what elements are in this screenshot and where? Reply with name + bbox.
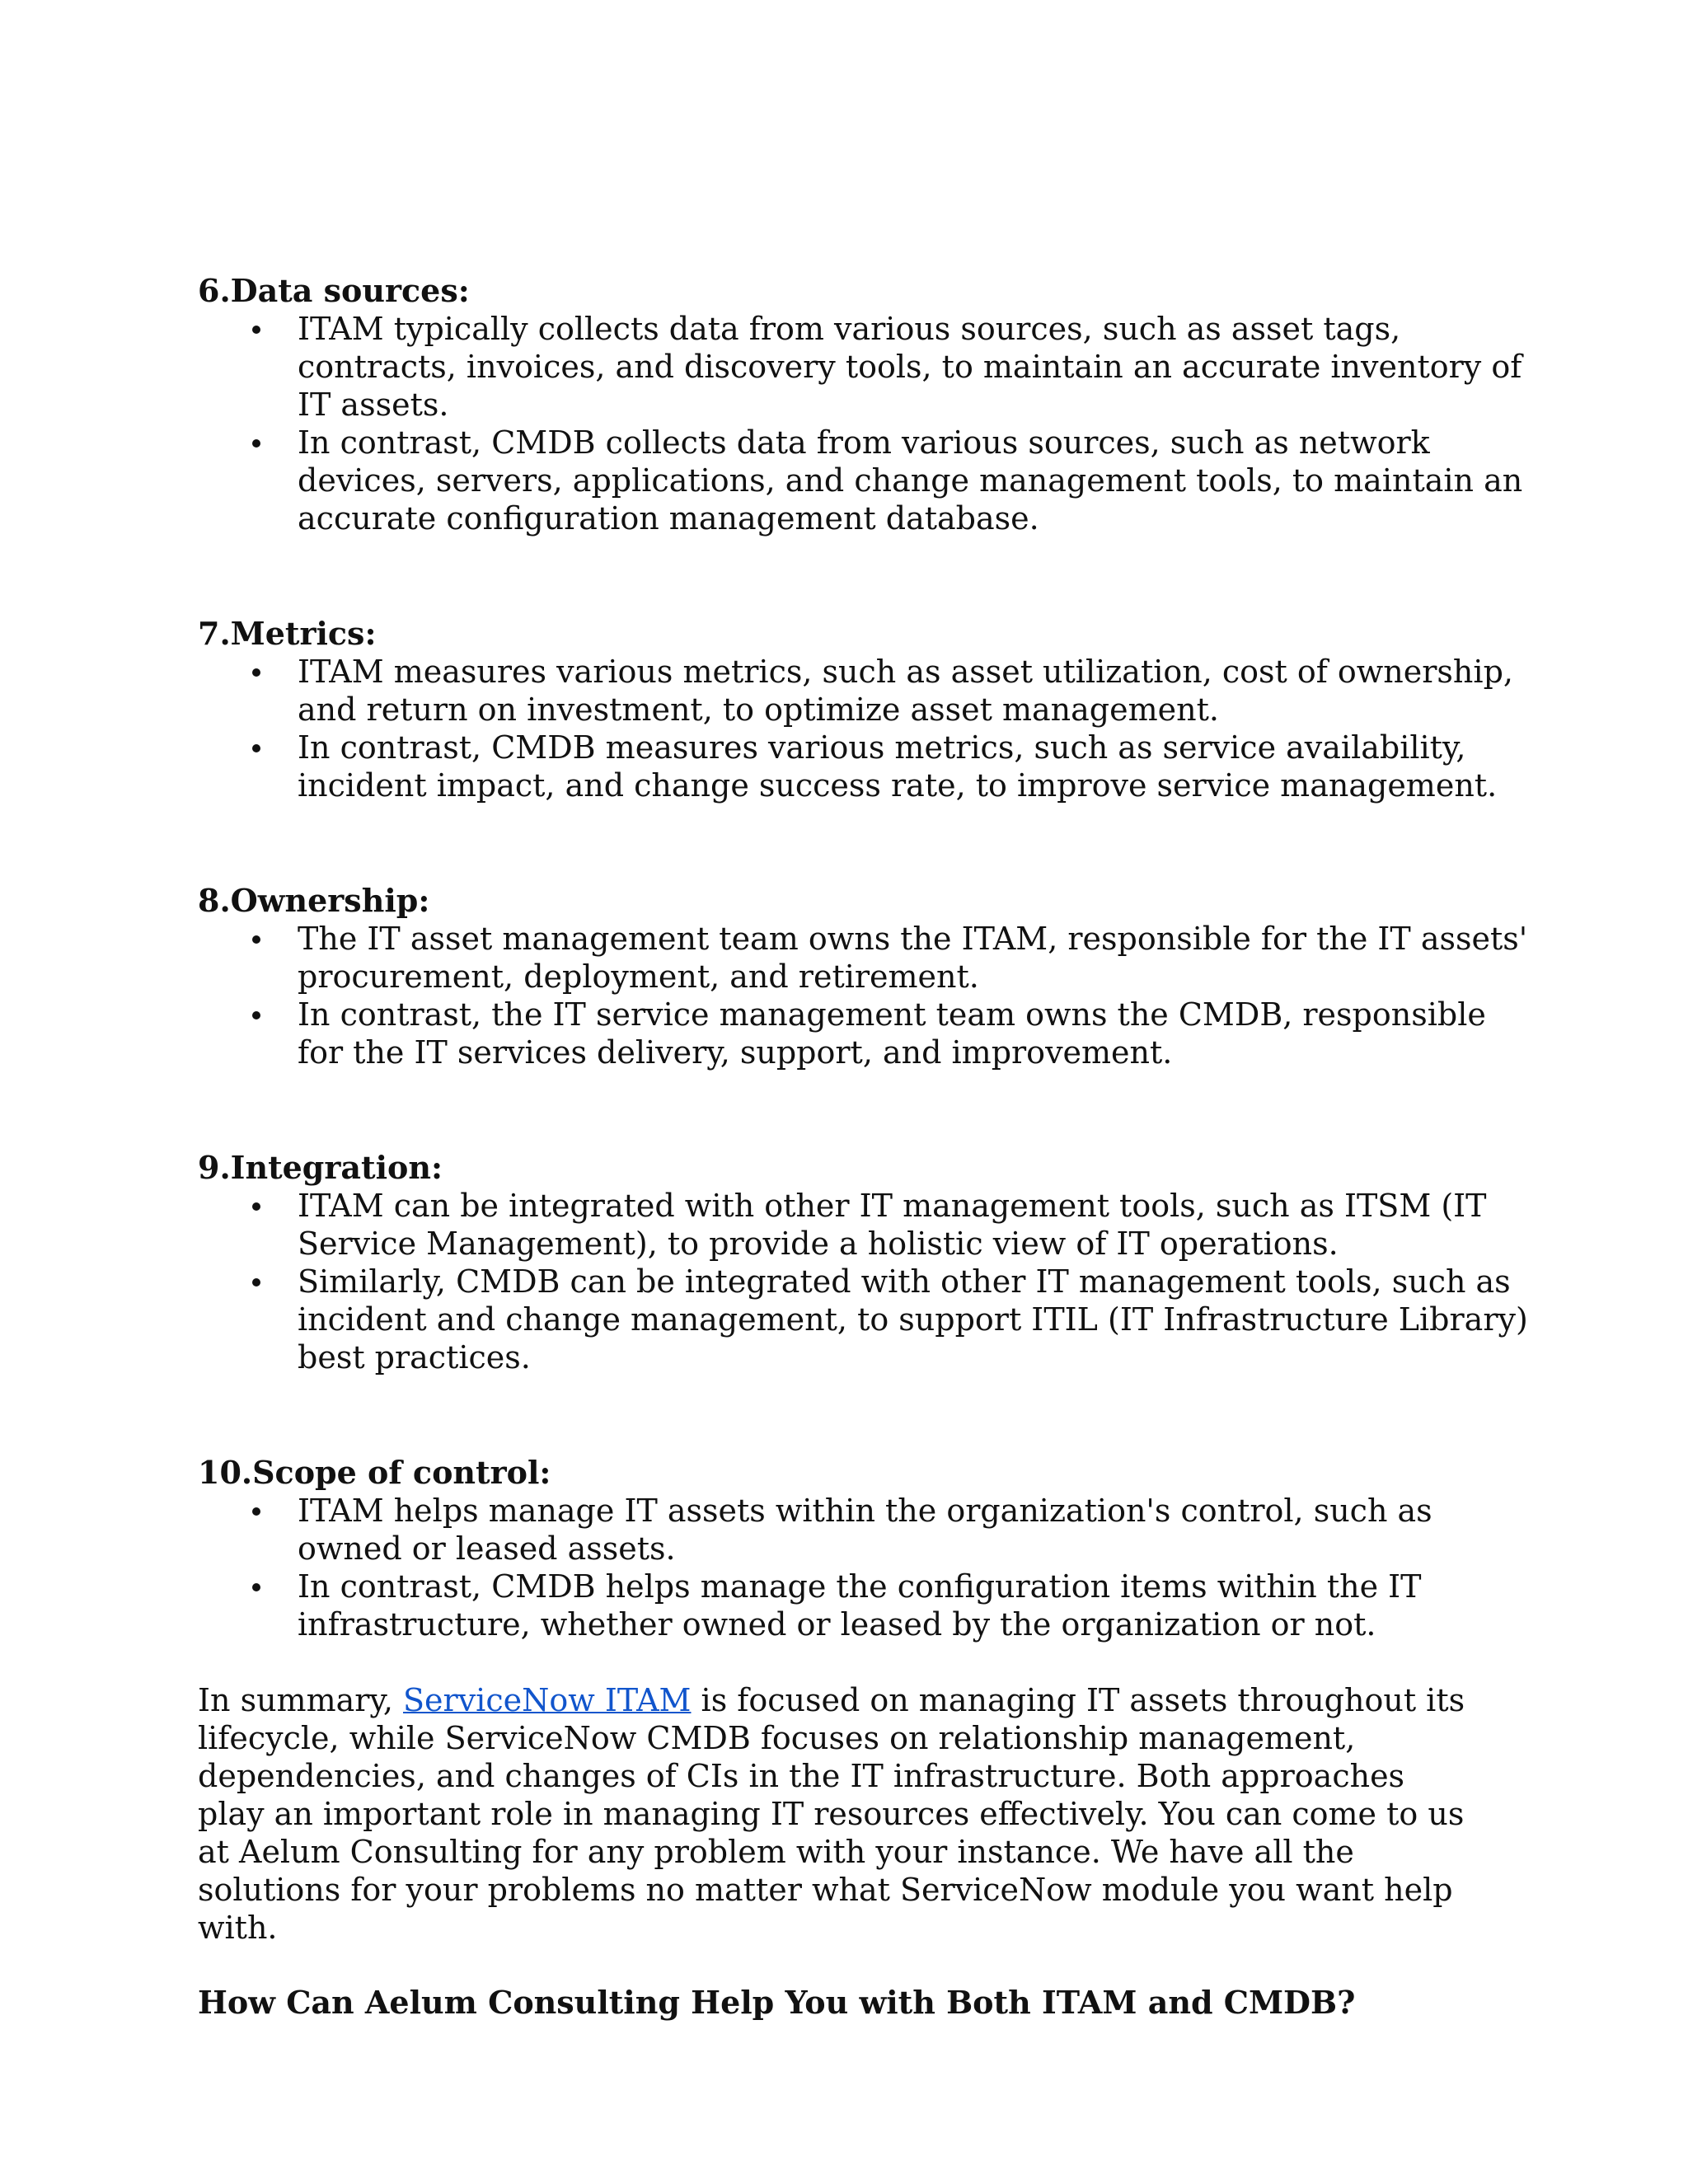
section-ownership	[198, 882, 1533, 1071]
section-heading: 10.Scope of control:	[198, 1454, 551, 1491]
list-item-text: In contrast, the IT service management team owns the CMDB, responsible for the IT services delivery, support, and improvement.	[298, 996, 1486, 1071]
bullet-icon	[252, 935, 260, 944]
bullet-icon	[252, 744, 260, 752]
closing-heading: How Can Aelum Consulting Help You with Both ITAM and CMDB?	[198, 1984, 1356, 2021]
list-item	[198, 653, 1533, 729]
bullet-icon	[252, 439, 260, 448]
bullet-icon	[252, 1507, 260, 1516]
list-item-text: The IT asset management team owns the ITAM, responsible for the IT assets' procurement, deployment, and retirement.	[298, 921, 1528, 995]
list-item	[198, 1568, 1533, 1643]
summary-suffix: is focused on managing IT assets throughout its lifecycle, while ServiceNow CMDB focuses on relationship management, dependencies, and changes of CIs in the IT infrastructure. Both approaches play an important role in managing IT resources effectively. You can come to us at Aelum Consulting for any problem with your instance. We have all the solutions for your problems no matter what ServiceNow module you want help with.	[198, 1682, 1465, 1946]
list-item-text: ITAM can be integrated with other IT management tools, such as ITSM (IT Service Management), to provide a holistic view of IT operations.	[298, 1188, 1487, 1262]
section-metrics	[198, 615, 1533, 804]
list-item-text: Similarly, CMDB can be integrated with other IT management tools, such as incident and change management, to support ITIL (IT Infrastructure Library) best practices.	[298, 1263, 1528, 1376]
section-heading: 7.Metrics:	[198, 615, 377, 652]
list-item	[198, 729, 1533, 804]
servicenow-itam-link[interactable]: ServiceNow ITAM	[403, 1682, 692, 1718]
summary-prefix: In summary,	[198, 1682, 404, 1718]
bullet-list	[198, 920, 1533, 1071]
list-item-text: ITAM typically collects data from various sources, such as asset tags, contracts, invoices, and discovery tools, to maintain an accurate inventory of IT assets.	[298, 311, 1522, 423]
bullet-list	[198, 653, 1533, 804]
list-item	[198, 424, 1533, 537]
list-item	[198, 996, 1533, 1071]
section-heading: 6.Data sources:	[198, 272, 470, 309]
list-item-text: In contrast, CMDB helps manage the configuration items within the IT infrastructure, whether owned or leased by the organization or not.	[298, 1568, 1422, 1643]
list-item-text: In contrast, CMDB collects data from various sources, such as network devices, servers, applications, and change management tools, to maintain an accurate configuration management database.	[298, 424, 1523, 537]
section-scope-of-control	[198, 1454, 1533, 1643]
bullet-list	[198, 1187, 1533, 1376]
bullet-list	[198, 1492, 1533, 1643]
list-item-text: In contrast, CMDB measures various metrics, such as service availability, incident impact, and change success rate, to improve service management.	[298, 729, 1498, 804]
bullet-icon	[252, 1278, 260, 1286]
section-heading: 8.Ownership:	[198, 882, 430, 919]
bullet-icon	[252, 326, 260, 334]
bullet-list	[198, 310, 1533, 537]
list-item	[198, 1492, 1533, 1568]
bullet-icon	[252, 1011, 260, 1019]
document-content	[198, 272, 1533, 2022]
bullet-icon	[252, 1202, 260, 1211]
bullet-icon	[252, 1583, 260, 1591]
list-item-text: ITAM measures various metrics, such as asset utilization, cost of ownership, and return on investment, to optimize asset management.	[298, 654, 1513, 728]
list-item	[198, 920, 1533, 996]
summary-paragraph	[198, 1681, 1467, 1947]
section-heading: 9.Integration:	[198, 1149, 443, 1186]
list-item	[198, 1187, 1533, 1263]
section-data-sources	[198, 272, 1533, 537]
list-item-text: ITAM helps manage IT assets within the organization's control, such as owned or leased assets.	[298, 1493, 1432, 1567]
list-item	[198, 310, 1533, 424]
bullet-icon	[252, 668, 260, 677]
list-item	[198, 1263, 1533, 1376]
section-integration	[198, 1149, 1533, 1376]
